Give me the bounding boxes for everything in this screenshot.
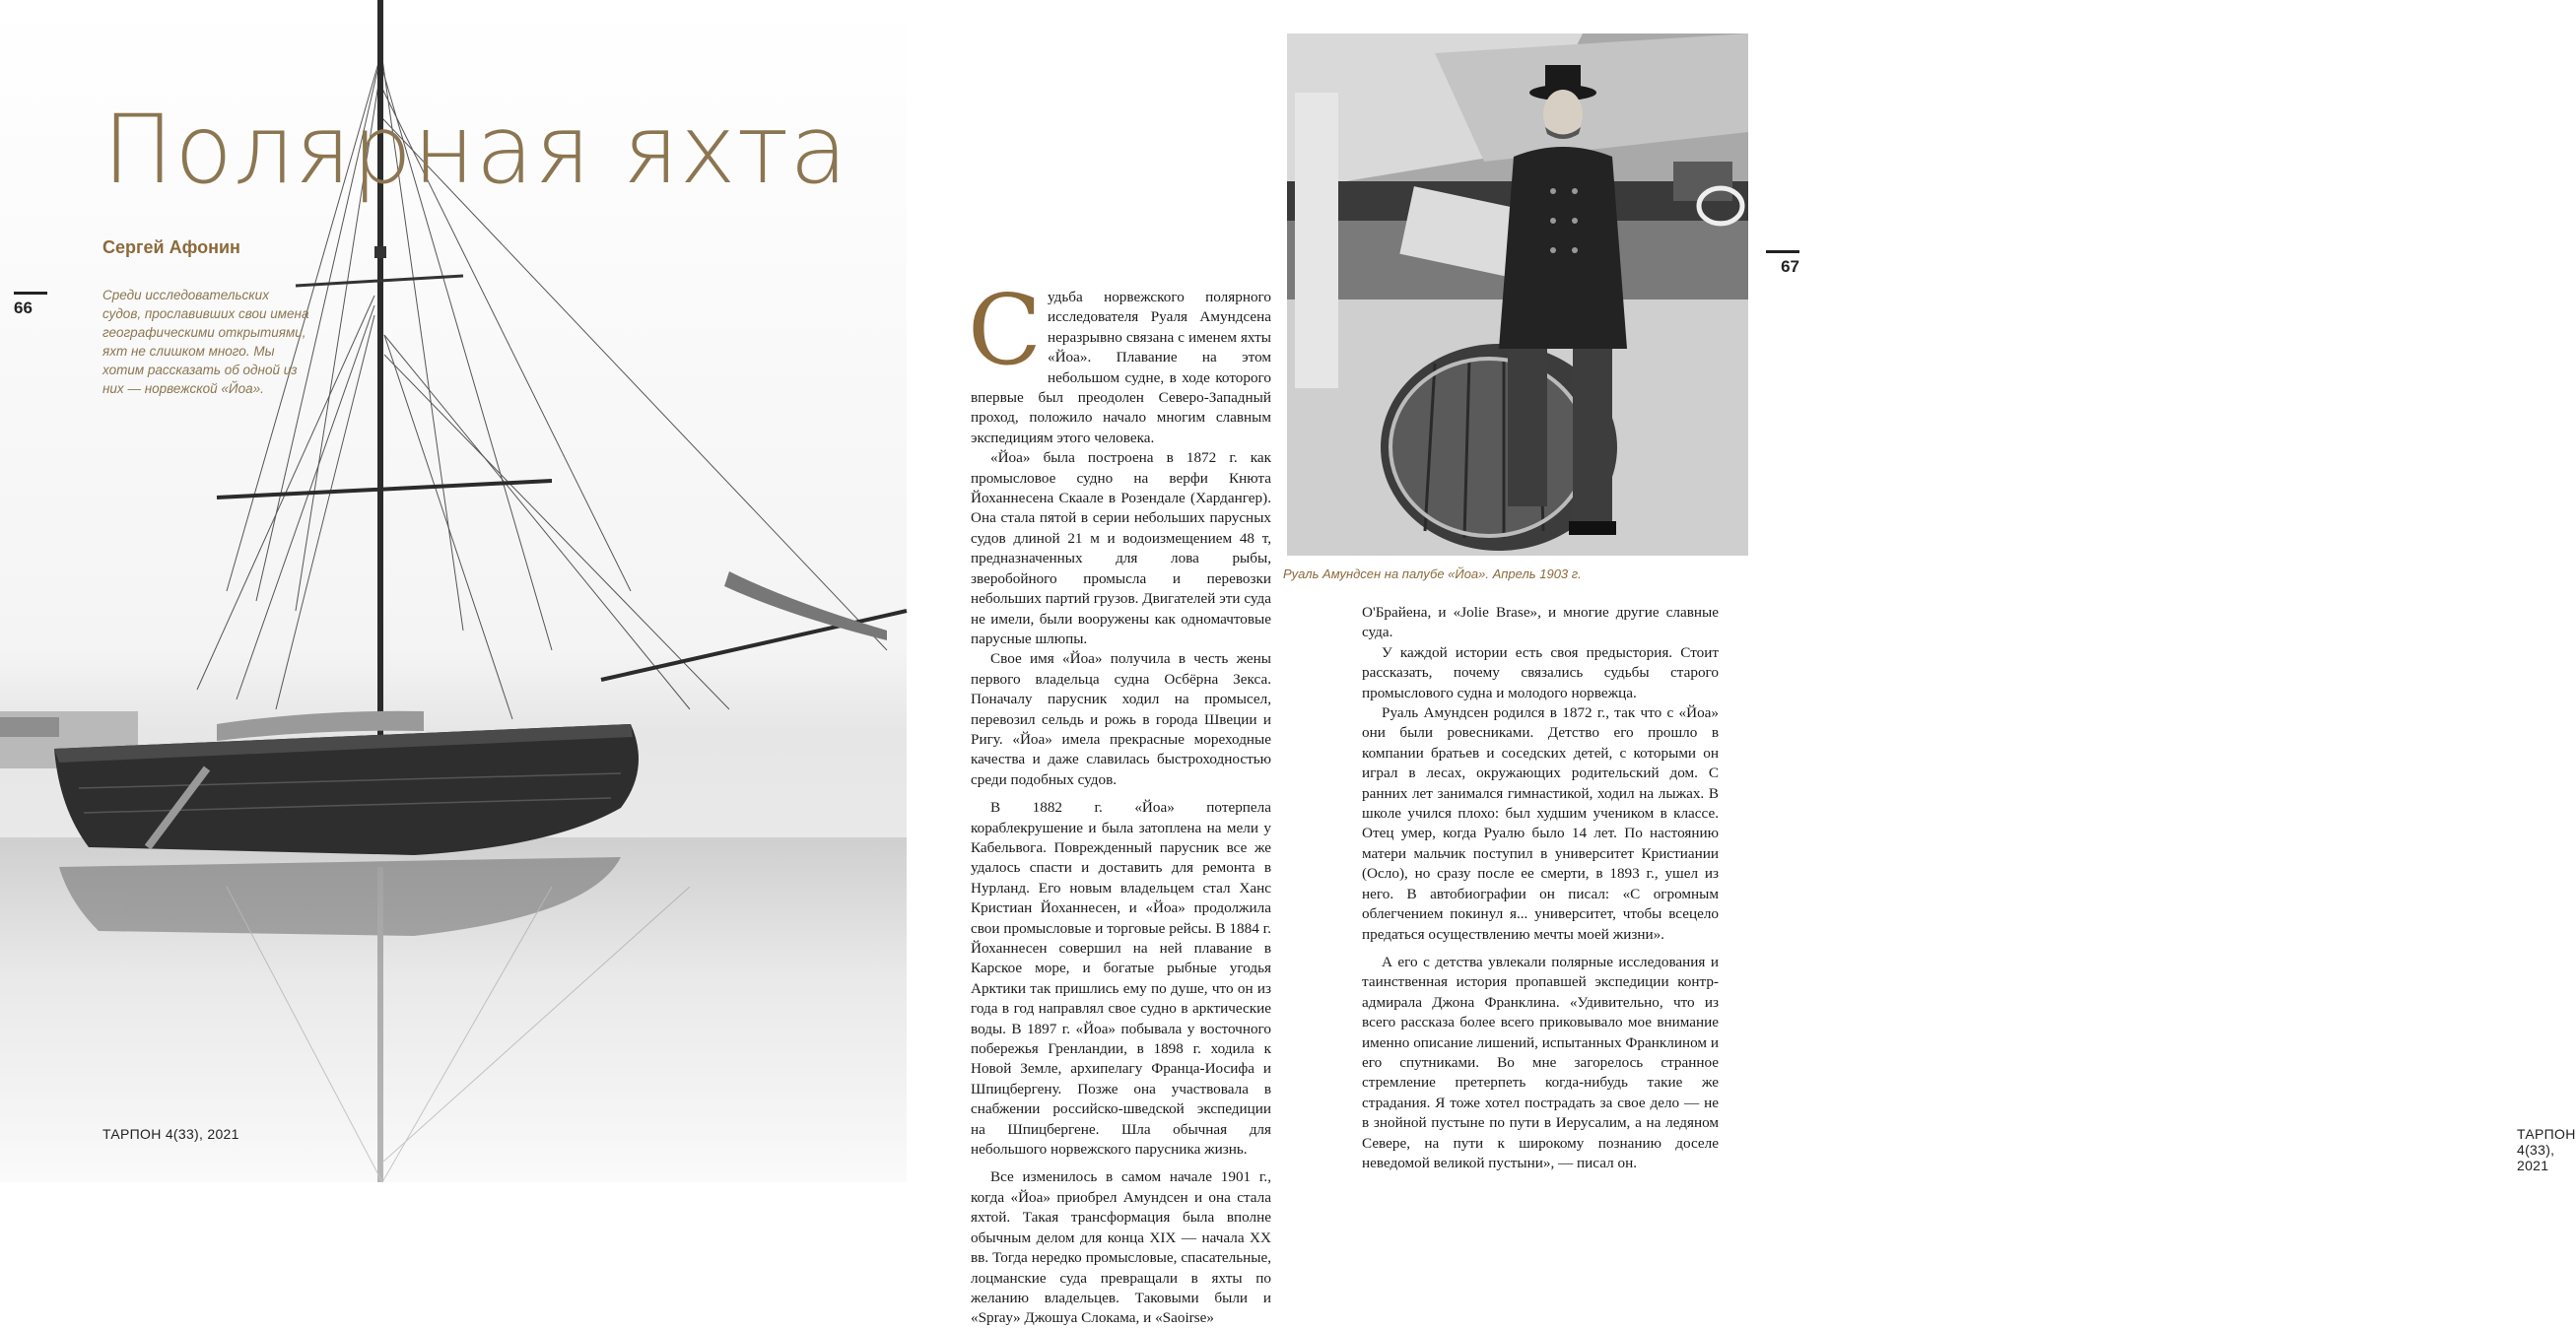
amundsen-portrait-photo <box>1287 33 1748 556</box>
page-number-right: 67 <box>1766 250 1799 277</box>
left-page <box>0 0 907 1182</box>
right-page <box>907 0 2576 1327</box>
drop-cap: С <box>968 275 1042 387</box>
paragraph: У каждой истории есть своя предыстория. Стоит рассказать, почему связались судьбы старого промыслового судна и молодого норвежца. <box>1362 643 1719 701</box>
paragraph: Все изменилось в самом начале 1901 г., когда «Йоа» приобрел Амундсен и она стала яхтой. Такая трансформация была вполне обычным делом для конца XIX — начала XX вв. Тогда нередко промысловые, спасательные, лоцманские суда превращали в яхты по желанию владельцев. Таковыми были и «Spray» Джошуа Слокама, и «Saoirse» <box>971 1168 1271 1327</box>
photo-caption: Руаль Амундсен на палубе «Йоа». Апрель 1903 г. <box>1283 566 1582 581</box>
paragraph: Руаль Амундсен родился в 1872 г., так что с «Йоа» они были ровесниками. Детство его прошло в компании братьев и соседских детей, с которыми он играл в лесах, окружающих родительский дом. С ранних лет занимался гимнастикой, ходил на лыжах. В школе учился плохо: был худшим учеником в классе. Отец умер, когда Руалю было 14 лет. По настоянию матери мальчик поступил в университет Кристиании (Осло), но сразу после ее смерти, в 1893 г., ушел из него. В автобиографии он писал: «С огромным облегчением покинул я... университет, чтобы всецело предаться осуществлению мечты моей жизни». <box>1362 704 1719 943</box>
paragraph <box>968 275 1271 448</box>
footer-right: ТАРПОН 4(33), 2021 <box>2517 1126 2576 1173</box>
paragraph: Свое имя «Йоа» получила в честь жены первого владельца судна Осбёрна Зекса. Поначалу парусник ходил на промысел, перевозил сельдь и рожь в города Швеции и Ригу. «Йоа» имела прекрасные мореходные качества и даже славилась быстроходностью среди подобных судов. <box>971 650 1271 788</box>
paragraph-text: удьба норвежского полярного исследователя Руаля Амундсена неразрывно связана с именем яхты «Йоа». Плавание на этом небольшом судне, в ходе которого впервые был преодолен Северо-Западный проход, положило начало многим славным экспедициям этого человека. <box>971 289 1271 446</box>
paragraph: В 1882 г. «Йоа» потерпела кораблекрушение и была затоплена на мели у Кабельвога. Поврежденный парусник все же удалось спасти и доставить для ремонта в Нурланд. Его новым владельцем стал Ханс Кристиан Йоханнесен, и «Йоа» продолжила свои промысловые и торговые рейсы. В 1884 г. Йоханнесен совершил на ней плавание в Карское море, и богатые рыбные угодья Арктики так пришлись ему по душе, что он из года в год направлял свое судно в арктические воды. В 1897 г. «Йоа» побывала у восточного побережья Гренландии, в 1898 г. ходила к Новой Земле, архипелагу Франца-Иосифа и Шпицбергену. Позже она участвовала в снабжении российско-шведской экспедиции на Шпицбергене. Шла обычная для небольшого норвежского парусника жизнь. <box>971 799 1271 1159</box>
paragraph: О'Брайена, и «Jolie Brase», и многие другие славные суда. <box>1362 604 1719 641</box>
footer-left: ТАРПОН 4(33), 2021 <box>102 1126 239 1142</box>
author-name: Сергей Афонин <box>102 237 240 257</box>
article-title: Полярная яхта <box>102 95 849 205</box>
paragraph: А его с детства увлекали полярные исследования и таинственная история пропавшей экспедиции контр-адмирала Джона Франклина. «Удивительно, что из всего рассказа более всего приковывало мое внимание именно описание лишений, испытанных Франклином и его спутниками. Во мне загорелось странное стремление претерпеть когда-нибудь такие же страдания. Я тоже хотел пострадать за свое дело — не в знойной пустыне по пути в Иерусалим, а на ледяном Севере, на пути к широкому познанию доселе неведомой великой пустыни», — писал он. <box>1362 953 1719 1171</box>
text-column-2 <box>1362 603 1719 1173</box>
page-number-left: 66 <box>14 292 47 318</box>
paragraph: «Йоа» была построена в 1872 г. как промысловое судно на верфи Кнюта Йоханнесена Скаале в Розендале (Хардангер). Она стала пятой в серии небольших парусных судов длиной 21 м и водоизмещением 48 т, предназначенных для лова рыбы, зверобойного промысла и перевозки небольших партий грузов. Двигателей эти суда не имели, были вооружены как одномачтовые парусные шлюпы. <box>971 449 1271 647</box>
article-lead: Среди исследовательских судов, прославивших свои имена географическими открытиями, яхт не слишком много. Мы хотим рассказать об одной из них — норвежской «Йоа». <box>102 288 309 396</box>
text-column-1 <box>968 275 1271 1329</box>
